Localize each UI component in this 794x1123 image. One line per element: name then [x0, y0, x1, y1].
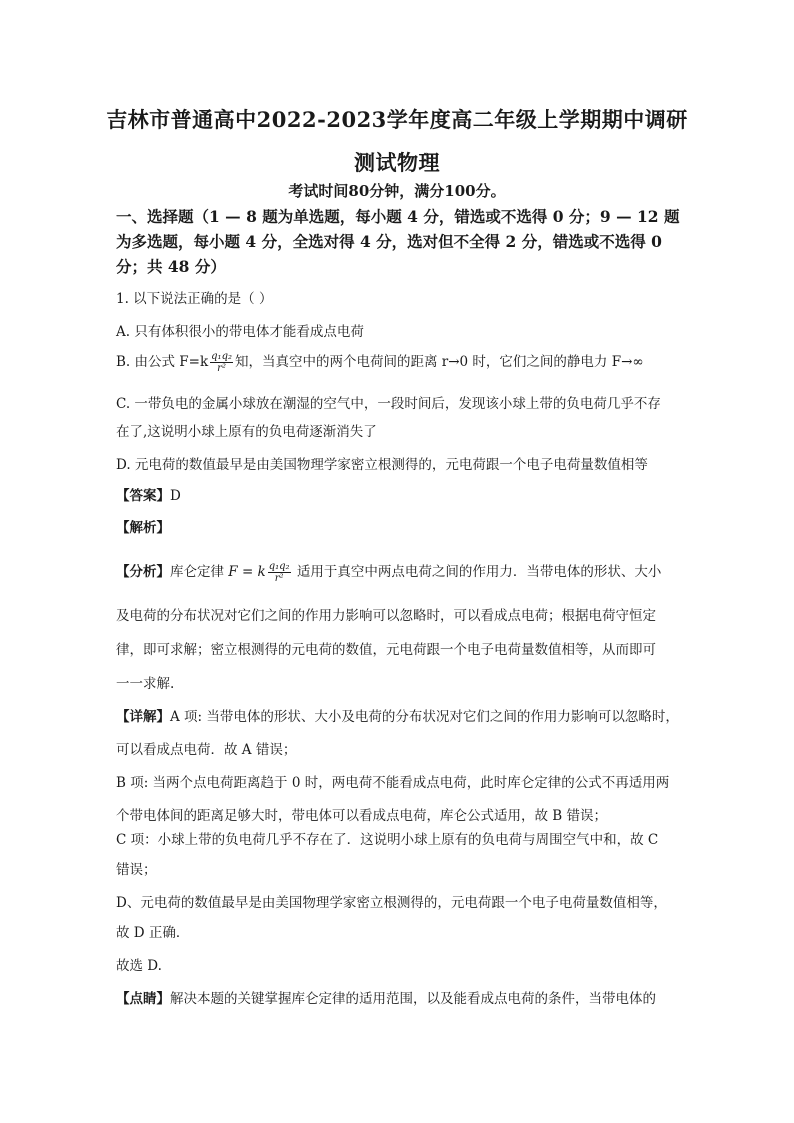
fenxi-formula-prefix: F = k [228, 564, 266, 580]
section-heading: 一、选择题（1 — 8 题为单选题，每小题 4 分，错选或不选得 0 分；9 — 12 题为多选题，每小题 4 分，全选对得 4 分，选对但不全得 2 分，错选或不选得 0 分；共 48 分） [116, 207, 680, 276]
fenxi-tag: 【分析】 [116, 564, 170, 580]
option-c-line2: 在了,这说明小球上原有的负电荷逐渐消失了 [116, 424, 377, 440]
answer-tag: 【答案】 [116, 488, 170, 504]
fenxi-post: 适用于真空中两点电荷之间的作用力．当带电体的形状、大小 [292, 564, 662, 580]
option-b-prefix: B. 由公式 F=k [116, 354, 209, 370]
fenxi-fraction [268, 561, 291, 584]
fenxi-line1 [116, 560, 661, 584]
detail-c-line1: C 项：小球上带的负电荷几乎不存在了．这说明小球上原有的负电荷与周围空气中和，故 C [116, 832, 659, 848]
option-b-fraction-numerator: q₁q₂ [211, 351, 232, 362]
option-b-fraction-denominator: r² [217, 363, 226, 374]
fenxi-line3: 律，即可求解；密立根测得的元电荷的数值，元电荷跟一个电子电荷量数值相等，从而即可 [116, 642, 656, 658]
detail-a-text: A 项: 当带电体的形状、大小及电荷的分布状况对它们之间的作用力影响可以忽略时， [170, 709, 679, 725]
detail-a-line1 [116, 705, 679, 725]
option-d: D. 元电荷的数值最早是由美国物理学家密立根测得的，元电荷跟一个电子电荷量数值相等 [116, 457, 648, 473]
dianjing-line [116, 987, 656, 1007]
dianjing-tag: 【点睛】 [116, 991, 170, 1007]
option-c-line1: C. 一带负电的金属小球放在潮湿的空气中，一段时间后，发现该小球上带的负电荷几乎不存 [116, 396, 661, 412]
fenxi-fraction-numerator: q₁q₂ [268, 561, 290, 572]
detail-d-line1: D、元电荷的数值最早是由美国物理学家密立根测得的，元电荷跟一个电子电荷量数值相等， [116, 895, 667, 911]
detail-conclusion: 故选 D. [116, 958, 162, 974]
detail-b-line2: 个带电体间的距离足够大时，带电体可以看成点电荷，库仑公式适用，故 B 错误； [116, 808, 608, 824]
dianjing-text: 解决本题的关键掌握库仑定律的适用范围，以及能看成点电荷的条件，当带电体的 [170, 991, 656, 1007]
fenxi-line4: 一一求解. [116, 676, 175, 692]
detail-d-line2: 故 D 正确． [116, 925, 190, 941]
detail-b-line1: B 项: 当两个点电荷距离趋于 0 时，两电荷不能看成点电荷，此时库仑定律的公式不再适用两 [116, 775, 670, 791]
exam-title-line2: 测试物理 [354, 150, 440, 175]
analysis-tag: 【解析】 [116, 520, 170, 536]
option-b-fraction [210, 351, 233, 374]
option-b-suffix: 知，当真空中的两个电荷间的距离 r→0 时，它们之间的静电力 F→∞ [234, 354, 644, 370]
fenxi-fraction-denominator: r² [274, 573, 284, 584]
exam-subtitle: 考试时间80分钟，满分100分。 [288, 182, 506, 200]
option-b [116, 350, 644, 374]
detail-c-line2: 错误； [116, 862, 157, 878]
detail-tag: 【详解】 [116, 709, 170, 725]
exam-title-line1: 吉林市普通高中2022-2023学年度高二年级上学期期中调研 [106, 107, 688, 132]
answer-value: D [170, 488, 181, 504]
question-stem: 1. 以下说法正确的是（ ） [116, 291, 273, 307]
option-a: A. 只有体积很小的带电体才能看成点电荷 [116, 324, 364, 340]
detail-a-line2: 可以看成点电荷．故 A 错误； [116, 742, 297, 758]
fenxi-line2: 及电荷的分布状况对它们之间的作用力影响可以忽略时，可以看成点电荷；根据电荷守恒定 [116, 608, 656, 624]
answer-line [116, 484, 181, 504]
fenxi-pre: 库仑定律 [170, 564, 229, 580]
